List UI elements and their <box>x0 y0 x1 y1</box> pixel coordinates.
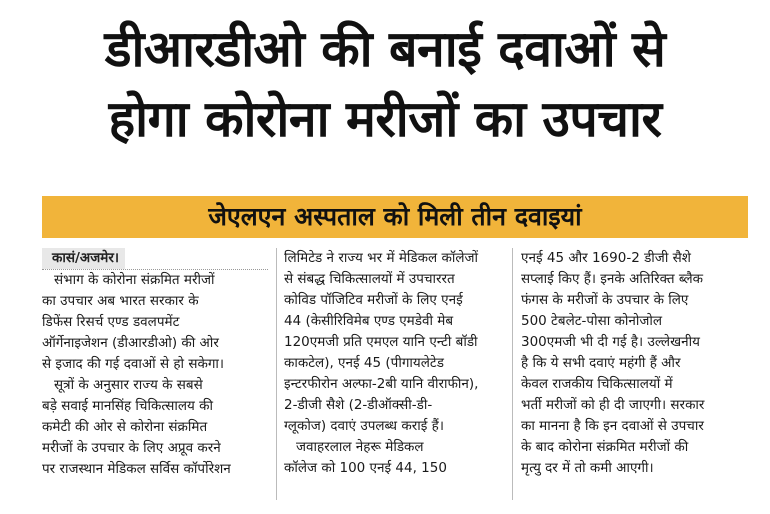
article-line: पर राजस्थान मेडिकल सर्विस कॉर्पोरेशन <box>42 461 231 477</box>
article-column-1 <box>42 248 268 480</box>
article-line: एनई 45 और 1690-2 डीजी सैशे <box>521 250 691 266</box>
article-line: फंगस के मरीजों के उपचार के लिए <box>521 292 689 308</box>
article-line: 500 टेबलेट-पोसा कोनोजोल <box>521 313 662 329</box>
article-line: केवल राजकीय चिकित्सालयों में <box>521 376 673 392</box>
article-line: 44 (केसीरिविमेब एण्ड एमडेवी मेब <box>284 313 454 329</box>
article-line: संभाग के कोरोना संक्रमित मरीजों <box>54 272 215 288</box>
headline <box>0 14 770 154</box>
article-line: का उपचार अब भारत सरकार के <box>42 293 199 309</box>
article-line: के बाद कोरोना संक्रमित मरीजों की <box>521 439 689 455</box>
article-line: जवाहरलाल नेहरू मेडिकल <box>296 439 424 455</box>
article-line: डिफेंस रिसर्च एण्ड डवलपमेंट <box>42 314 180 330</box>
article-line: ऑर्गेनाइजेशन (डीआरडीओ) की ओर <box>42 335 219 351</box>
column-divider <box>512 248 513 500</box>
article-line: इन्टरफीरोन अल्फा-2बी यानि वीराफीन), <box>284 376 479 392</box>
article-line: कोविड पॉजिटिव मरीजों के लिए एनई <box>284 292 463 308</box>
article-line: काकटेल), एनई 45 (पीगायलेटेड <box>284 355 444 371</box>
article-column-2 <box>284 248 504 479</box>
headline-line-1: डीआरडीओ की बनाई दवाओं से <box>104 20 666 78</box>
article-line: 300एमजी भी दी गई है। उल्लेखनीय <box>521 334 700 350</box>
headline-line-2: होगा कोरोना मरीजों का उपचार <box>108 90 662 148</box>
article-line: सूत्रों के अनुसार राज्य के सबसे <box>54 377 203 393</box>
article-line: ग्लूकोज) दवाएं उपलब्ध कराई हैं। <box>284 418 444 434</box>
article-line: कमेटी की ओर से कोरोना संक्रमित <box>42 419 208 435</box>
article-line: लिमिटेड ने राज्य भर में मेडिकल कॉलेजों <box>284 250 478 266</box>
article-line: बड़े सवाई मानसिंह चिकित्सालय की <box>42 398 213 414</box>
article-line: कॉलेज को 100 एनई 44, 150 <box>284 460 447 476</box>
dateline: कासं/अजमेर। <box>42 248 125 269</box>
article-line: से संबद्ध चिकित्सालयों में उपचाररत <box>284 271 455 287</box>
article-line: मृत्यु दर में तो कमी आएगी। <box>521 460 654 476</box>
subheadline-banner: जेएलएन अस्पताल को मिली तीन दवाइयां <box>42 196 748 238</box>
article-line: है कि ये सभी दवाएं महंगी हैं और <box>521 355 681 371</box>
article-line: का मानना है कि इन दवाओं से उपचार <box>521 418 704 434</box>
dateline-wrap <box>42 248 268 270</box>
article-line: 2-डीजी सैशे (2-डीऑक्सी-डी- <box>284 397 433 413</box>
column-divider <box>276 248 277 500</box>
article-line: भर्ती मरीजों को ही दी जाएगी। सरकार <box>521 397 705 413</box>
article-column-3 <box>521 248 750 479</box>
article-line: सप्लाई किए हैं। इनके अतिरिक्त ब्लैक <box>521 271 704 287</box>
article-line: 120एमजी प्रति एमएल यानि एन्टी बॉडी <box>284 334 478 350</box>
article-line: से इजाद की गई दवाओं से हो सकेगा। <box>42 356 225 372</box>
article-line: मरीजों के उपचार के लिए अप्रूव करने <box>42 440 221 456</box>
